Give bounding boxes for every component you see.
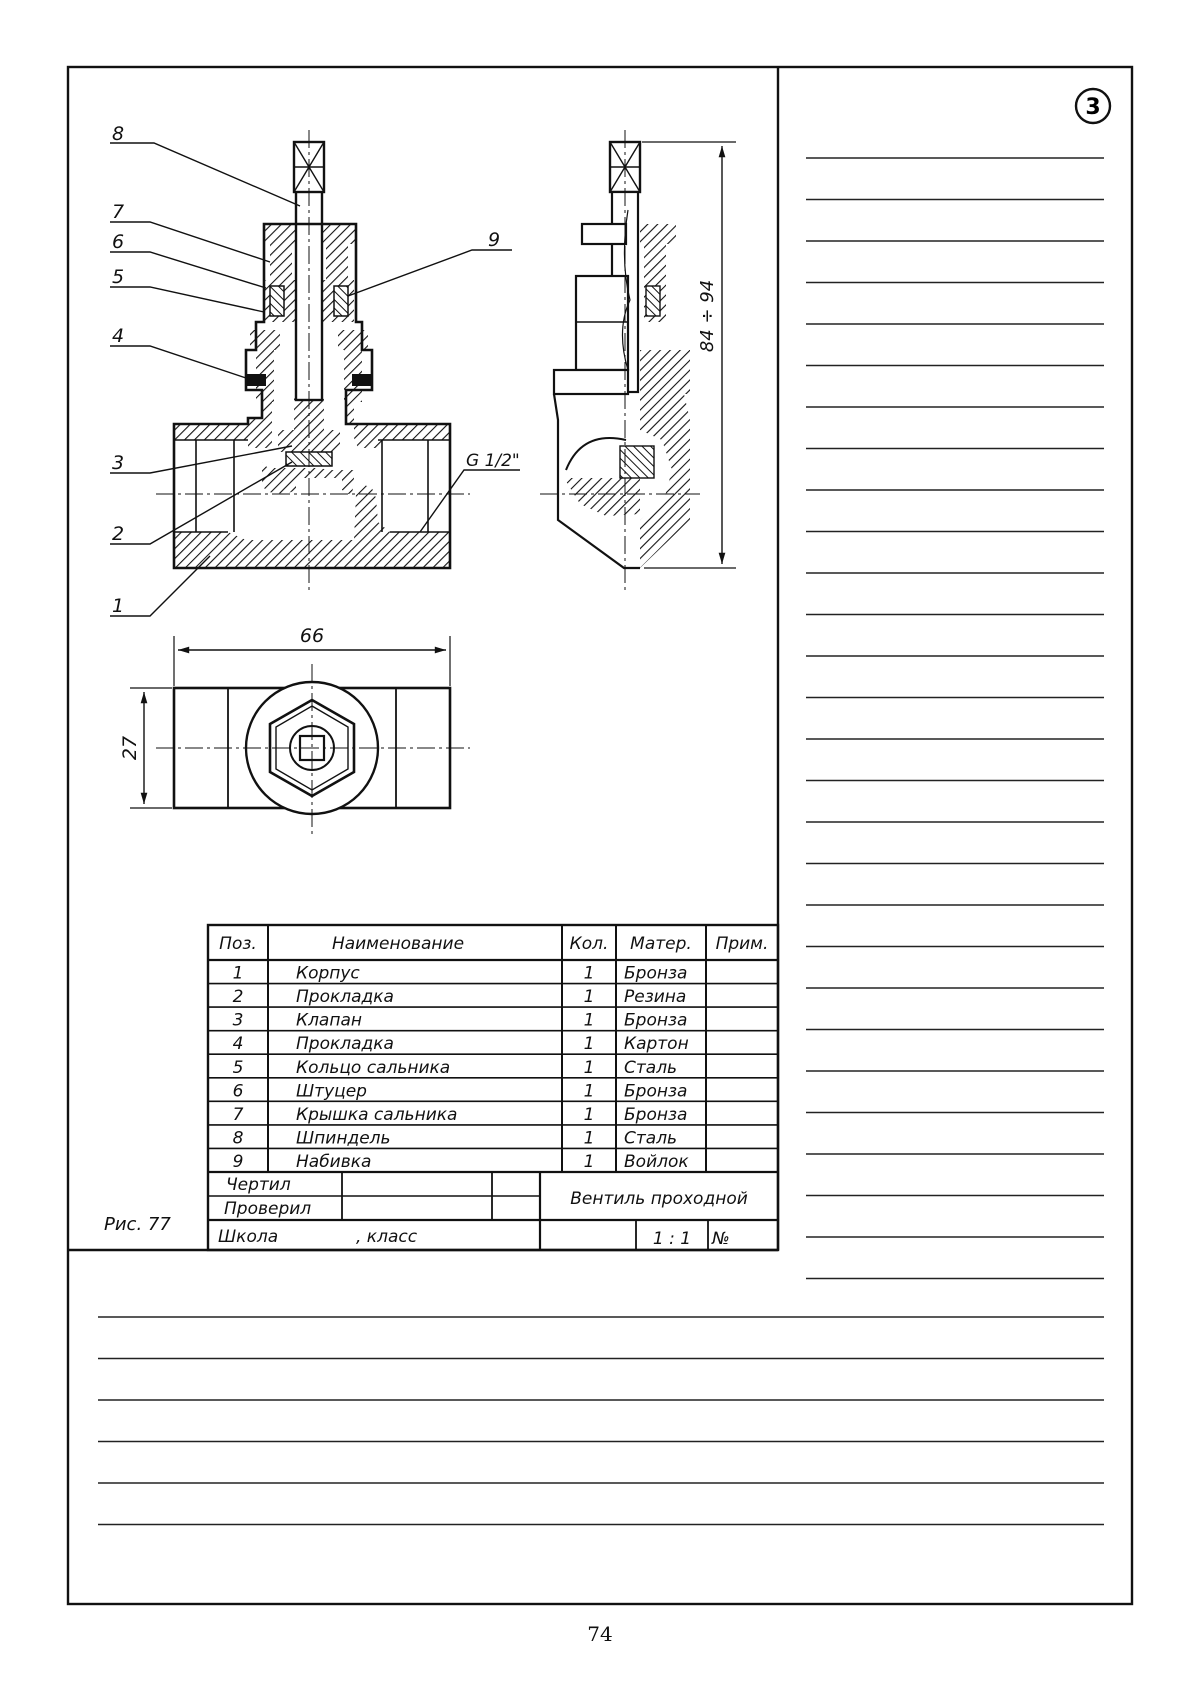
row-material: Войлок: [624, 1152, 689, 1172]
callout-4: 4: [112, 325, 125, 347]
row-pos: 5: [232, 1057, 244, 1078]
row-material: Бронза: [624, 1081, 688, 1102]
checked-label: Проверил: [224, 1199, 312, 1219]
row-material: Резина: [624, 987, 687, 1008]
row-name: Прокладка: [296, 987, 394, 1008]
row-material: Картон: [624, 1034, 689, 1055]
number-label: №: [712, 1229, 730, 1249]
width-dimension: 66: [299, 625, 325, 647]
row-name: Крышка сальника: [296, 1104, 458, 1125]
header-pos: Поз.: [219, 934, 257, 954]
row-name: Шпиндель: [296, 1128, 391, 1149]
row-material: Бронза: [624, 1010, 688, 1031]
top-view: [119, 625, 470, 836]
row-name: Набивка: [296, 1152, 372, 1172]
page-number: 74: [587, 1622, 613, 1646]
writing-lines-bottom: [98, 1317, 1104, 1525]
header-qty: Кол.: [569, 934, 609, 954]
row-pos: 2: [232, 987, 244, 1008]
callout-3: 3: [112, 452, 125, 474]
row-pos: 3: [232, 1010, 244, 1031]
height-dimension: 84 ÷ 94: [697, 279, 718, 353]
row-qty: 1: [583, 1081, 595, 1102]
front-section-view: [156, 130, 470, 590]
row-qty: 1: [583, 1104, 595, 1125]
row-pos: 8: [232, 1128, 244, 1149]
row-pos: 7: [232, 1104, 244, 1125]
scale-value: 1 : 1: [652, 1229, 692, 1249]
row-qty: 1: [583, 1034, 595, 1055]
row-name: Кольцо сальника: [296, 1057, 451, 1078]
row-qty: 1: [583, 963, 595, 984]
row-pos: 9: [232, 1152, 244, 1172]
thread-label: G 1/2": [466, 451, 520, 471]
row-material: Бронза: [624, 1104, 688, 1125]
row-material: Сталь: [624, 1057, 678, 1078]
row-qty: 1: [583, 1152, 595, 1172]
side-view: [540, 130, 736, 590]
row-name: Корпус: [296, 963, 360, 984]
figure-caption: Рис. 77: [104, 1214, 171, 1235]
row-qty: 1: [583, 1057, 595, 1078]
callout-1: 1: [112, 595, 125, 617]
row-name: Прокладка: [296, 1034, 394, 1055]
row-name: Штуцер: [296, 1081, 367, 1102]
task-number-badge: [1076, 89, 1110, 123]
callout-9: 9: [488, 229, 501, 251]
task-number: 3: [1085, 95, 1101, 120]
header-name: Наименование: [331, 934, 465, 954]
row-material: Сталь: [624, 1128, 678, 1149]
callout-7: 7: [112, 201, 125, 223]
row-material: Бронза: [624, 963, 688, 984]
depth-dimension: 27: [119, 735, 141, 761]
row-qty: 1: [583, 987, 595, 1008]
row-qty: 1: [583, 1128, 595, 1149]
school-label: Школа: [218, 1227, 279, 1247]
row-pos: 6: [232, 1081, 244, 1102]
parts-table: [208, 925, 778, 1250]
header-material: Матер.: [630, 934, 692, 954]
callout-2: 2: [112, 523, 125, 545]
callout-6: 6: [112, 231, 125, 253]
callout-8: 8: [112, 123, 125, 145]
row-pos: 4: [232, 1034, 244, 1055]
writing-lines-right: [806, 158, 1104, 1279]
row-qty: 1: [583, 1010, 595, 1031]
row-name: Клапан: [296, 1010, 362, 1031]
header-note: Прим.: [715, 934, 769, 954]
drawing-title: Вентиль проходной: [570, 1189, 748, 1209]
callout-5: 5: [112, 266, 125, 288]
class-label: , класс: [356, 1227, 418, 1247]
drawn-label: Чертил: [226, 1175, 291, 1195]
row-pos: 1: [232, 963, 244, 984]
